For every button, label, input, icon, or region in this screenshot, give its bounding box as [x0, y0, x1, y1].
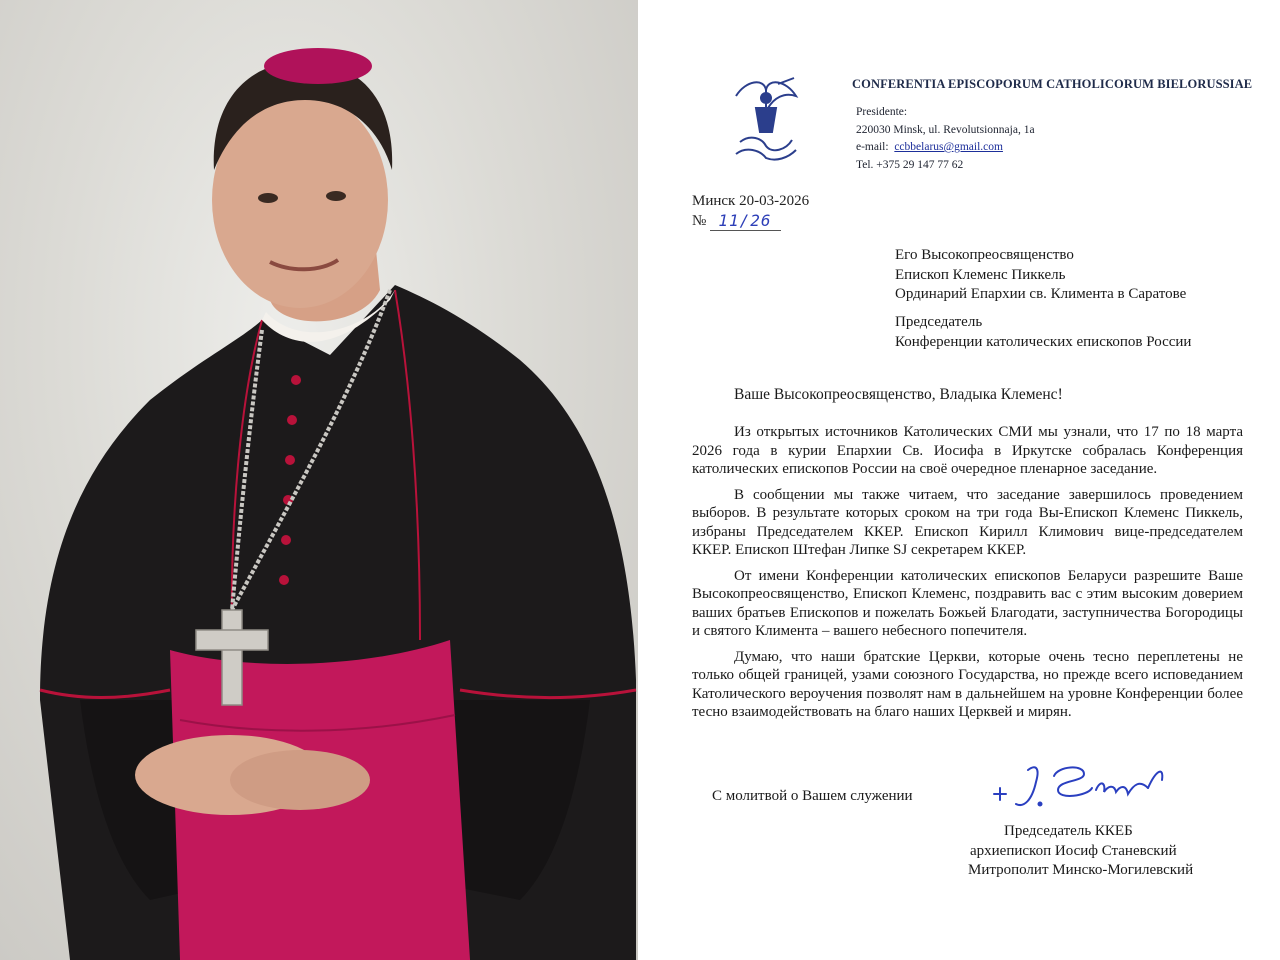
postal-address: 220030 Minsk, ul. Revolutsionnaja, 1a: [856, 123, 1035, 136]
closing-phrase: С молитвой о Вашем служении: [712, 788, 913, 804]
email-label: e-mail:: [856, 141, 889, 153]
place-date: Минск 20-03-2026: [692, 193, 810, 209]
addressee-line: Конференции католических епископов России: [895, 333, 1192, 350]
body-paragraph: Из открытых источников Католических СМИ мы узнали, что 17 по 18 марта 2026 года в курии Епархии Св. Иосифа в Иркутске собралась Конференция католических епископов России на своё очередное пленарное заседание.: [692, 424, 1243, 477]
letterhead-contact: [856, 104, 1035, 174]
addressee-line: Председатель: [895, 314, 983, 330]
body-paragraph: От имени Конференции католических епископов Беларуси разрешите Ваше Высокопреосвященство, Епископ Клеменс, поздравить вас с этим высоким доверием ваших братьев Епископов и пожелать Божьей Благодати, заступничества Богородицы и святого Климента – вашего небесного попечителя.: [692, 567, 1243, 639]
letter-page: [638, 0, 1280, 960]
addressee-block: [895, 246, 1186, 305]
addressee-line: Епископ Клеменс Пиккель: [895, 266, 1066, 283]
bishop-portrait-photo: [0, 0, 638, 960]
body-paragraph: Думаю, что наши братские Церкви, которые очень тесно переплетены не только общей границей, узами союзного Государства, но прежде всего исповеданием Католического вероучения позволят нам в дальнейшем на уровне Конференции более тесно взаимодействовать на благо наших Церквей и мирян.: [692, 648, 1243, 720]
organization-name: CONFERENTIA EPISCOPORUM CATHOLICORUM BIELORUSSIAE: [852, 77, 1253, 91]
conference-logo-icon: [726, 76, 806, 162]
portrait-illustration: [0, 0, 638, 960]
number-sign: №: [692, 213, 707, 229]
phone-number: Tel. +375 29 147 77 62: [856, 158, 964, 171]
salutation: Ваше Высокопреосвященство, Владыка Клеменс!: [734, 386, 1063, 403]
body-paragraph: В сообщении мы также читаем, что заседание завершилось проведением выборов. В результате которых сроком на три года Вы-Епископ Клеменс Пиккель, избраны Председателем ККЕР. Епископ Кирилл Климович вице-председателем ККЕР. Епископ Штефан Липке SJ секретарем ККЕР.: [692, 486, 1243, 558]
president-label: Presidente:: [856, 106, 908, 118]
handwritten-number: 11/26: [710, 211, 781, 231]
addressee-line: Ординарий Епархии св. Климента в Саратове: [895, 286, 1187, 302]
signer-office: Митрополит Минско-Могилевский: [968, 862, 1194, 878]
email-line: [856, 139, 1035, 157]
zucchetto: [264, 48, 372, 84]
letter-meta: [692, 192, 809, 231]
reference-number: [692, 211, 809, 231]
email-link[interactable]: ccbbelarus@gmail.com: [894, 141, 1003, 153]
addressee-title-block: [895, 313, 1191, 352]
handwritten-signature: [988, 760, 1188, 816]
addressee-line: Его Высокопреосвященство: [895, 247, 1074, 263]
signer-block: [968, 822, 1193, 881]
signer-name: архиепископ Иосиф Станевский: [970, 842, 1177, 859]
signer-title: Председатель ККЕБ: [1004, 823, 1133, 839]
letter-body: [692, 423, 1243, 729]
